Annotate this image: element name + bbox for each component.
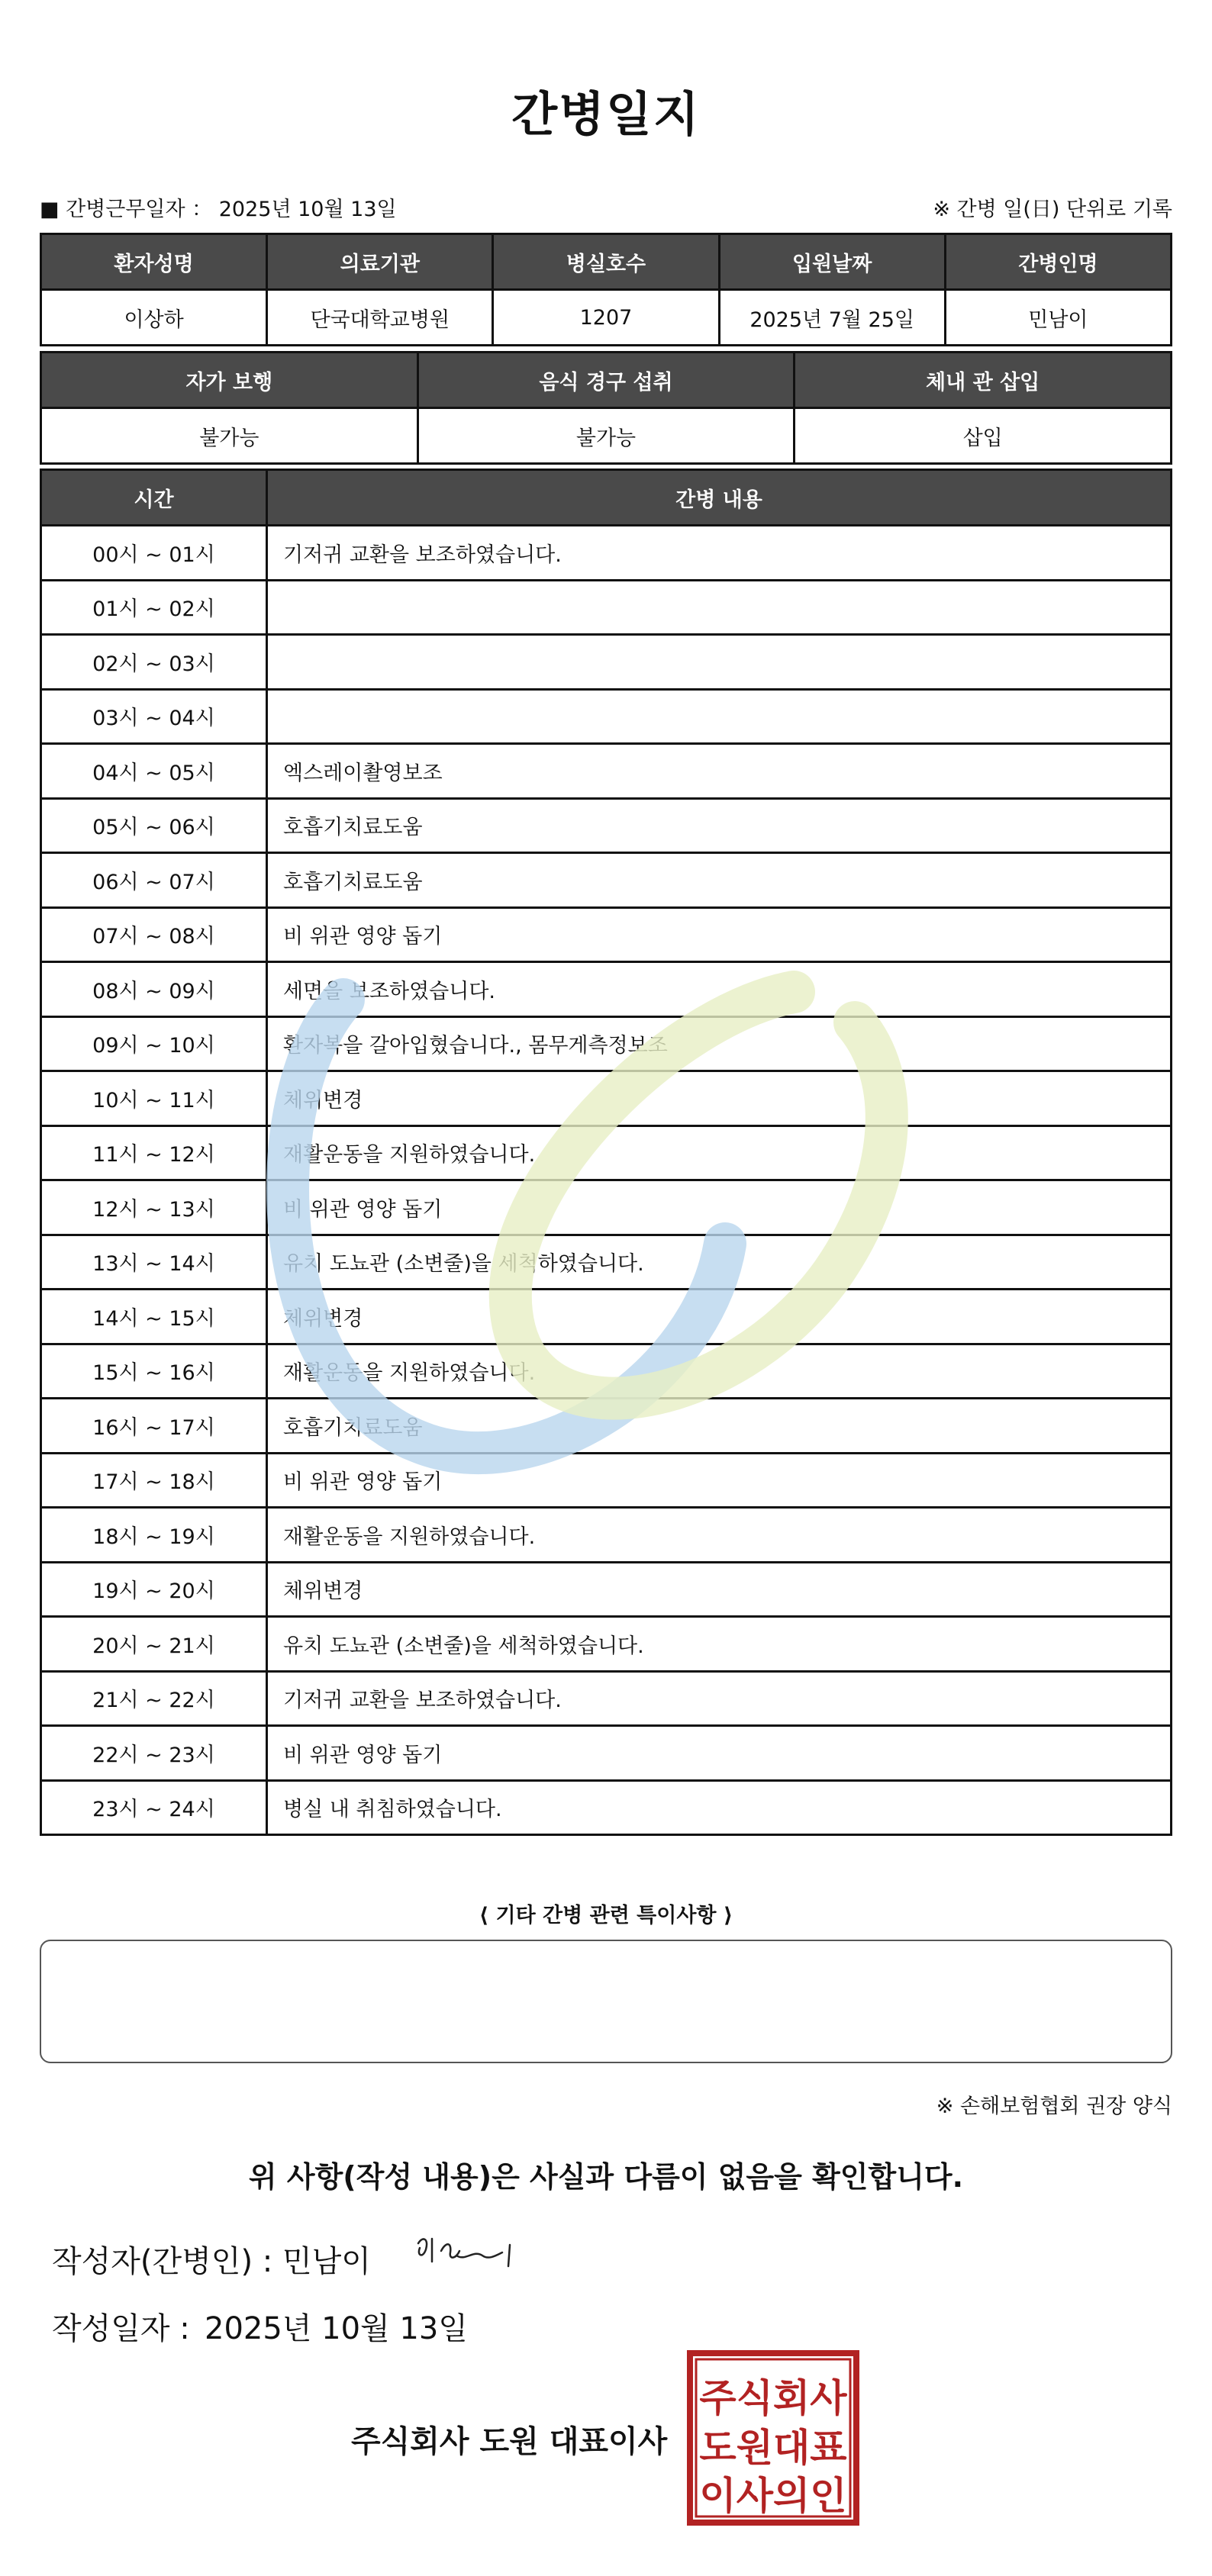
svg-text:도원대표: 도원대표 [699, 2426, 847, 2470]
care-content-cell: 체위변경 [267, 1562, 1172, 1617]
table-row [41, 1235, 1172, 1290]
table-row [41, 962, 1172, 1017]
header-cell: 환자성명 [41, 234, 267, 290]
time-cell: 09시 ~ 10시 [41, 1016, 267, 1071]
table-header-row [41, 353, 1172, 408]
care-content-cell: 재활운동을 지원하였습니다. [267, 1508, 1172, 1563]
care-content-cell: 유치 도뇨관 (소변줄)을 세척하였습니다. [267, 1617, 1172, 1672]
time-cell: 18시 ~ 19시 [41, 1508, 267, 1563]
care-content-cell: 병실 내 취침하였습니다. [267, 1780, 1172, 1835]
care-content-cell: 호흡기치료도움 [267, 853, 1172, 908]
table-row [41, 798, 1172, 853]
table-header-row [41, 470, 1172, 526]
table-row [41, 1016, 1172, 1071]
care-content-cell [267, 580, 1172, 635]
care-log-table [40, 469, 1172, 1836]
care-content-cell: 엑스레이촬영보조 [267, 744, 1172, 799]
time-cell: 14시 ~ 15시 [41, 1290, 267, 1344]
care-content-cell: 비 위관 영양 돕기 [267, 1180, 1172, 1235]
written-date-value: 2025년 10월 13일 [205, 2311, 468, 2346]
oral-intake-status: 불가능 [417, 408, 795, 464]
table-row [41, 1180, 1172, 1235]
patient-status-table [40, 351, 1172, 465]
time-cell: 12시 ~ 13시 [41, 1180, 267, 1235]
page-title: 간병일지 [511, 86, 701, 142]
room-number: 1207 [493, 290, 719, 346]
header-cell: 간병인명 [945, 234, 1171, 290]
header-cell: 의료기관 [267, 234, 493, 290]
patient-name: 이상하 [41, 290, 267, 346]
care-content-cell: 재활운동을 지원하였습니다. [267, 1344, 1172, 1399]
header-cell: 입원날짜 [719, 234, 945, 290]
written-date-label: 작성일자 : [52, 2311, 190, 2346]
hospital: 단국대학교병원 [267, 290, 493, 346]
caregiver-name: 민남이 [945, 290, 1171, 346]
table-row [41, 1671, 1172, 1726]
care-content-cell: 세면을 보조하였습니다. [267, 962, 1172, 1017]
table-row [41, 1780, 1172, 1835]
care-content-cell: 비 위관 영양 돕기 [267, 907, 1172, 962]
care-content-cell: 호흡기치료도움 [267, 798, 1172, 853]
table-row [41, 526, 1172, 581]
table-row [41, 853, 1172, 908]
time-cell: 23시 ~ 24시 [41, 1780, 267, 1835]
time-cell: 08시 ~ 09시 [41, 962, 267, 1017]
care-content-cell: 재활운동을 지원하였습니다. [267, 1125, 1172, 1180]
table-row [41, 1508, 1172, 1563]
work-date: ■ 간병근무일자 ： 2025년 10월 13일 [40, 198, 397, 221]
table-row [41, 290, 1172, 346]
header-cell: 간병 내용 [267, 470, 1172, 526]
daily-record-note: ※ 간병 일(日) 단위로 기록 [933, 198, 1172, 221]
header-cell: 자가 보행 [41, 353, 418, 408]
header-cell: 시간 [41, 470, 267, 526]
time-cell: 03시 ~ 04시 [41, 689, 267, 744]
header-cell: 음식 경구 섭취 [417, 353, 795, 408]
care-content-cell: 비 위관 영양 돕기 [267, 1453, 1172, 1508]
header-cell: 체내 관 삽입 [795, 353, 1172, 408]
time-cell: 20시 ~ 21시 [41, 1617, 267, 1672]
table-row [41, 1453, 1172, 1508]
care-content-cell: 체위변경 [267, 1071, 1172, 1126]
table-row [41, 1344, 1172, 1399]
time-cell: 11시 ~ 12시 [41, 1125, 267, 1180]
table-row [41, 1726, 1172, 1781]
care-content-cell: 기저귀 교환을 보조하였습니다. [267, 1671, 1172, 1726]
care-content-cell: 유치 도뇨관 (소변줄)을 세척하였습니다. [267, 1235, 1172, 1290]
table-row [41, 1562, 1172, 1617]
care-content-cell: 기저귀 교환을 보조하였습니다. [267, 526, 1172, 581]
time-cell: 15시 ~ 16시 [41, 1344, 267, 1399]
table-row [41, 689, 1172, 744]
care-content-cell: 비 위관 영양 돕기 [267, 1726, 1172, 1781]
tube-insertion-status: 삽입 [795, 408, 1172, 464]
care-content-cell: 환자복을 갈아입혔습니다., 몸무게측정보조 [267, 1016, 1172, 1071]
care-content-cell: 체위변경 [267, 1290, 1172, 1344]
signature [412, 2228, 519, 2274]
table-row [41, 635, 1172, 690]
patient-info-table [40, 233, 1172, 346]
svg-text:이사의인: 이사의인 [699, 2474, 847, 2518]
time-cell: 02시 ~ 03시 [41, 635, 267, 690]
time-cell: 21시 ~ 22시 [41, 1671, 267, 1726]
svg-text:주식회사: 주식회사 [699, 2376, 847, 2420]
care-content-cell [267, 635, 1172, 690]
company-seal [687, 2350, 859, 2526]
header-cell: 병실호수 [493, 234, 719, 290]
table-row [41, 744, 1172, 799]
time-cell: 13시 ~ 14시 [41, 1235, 267, 1290]
time-cell: 04시 ~ 05시 [41, 744, 267, 799]
time-cell: 22시 ~ 23시 [41, 1726, 267, 1781]
walking-status: 불가능 [41, 408, 418, 464]
table-row [41, 408, 1172, 464]
table-row [41, 580, 1172, 635]
care-content-cell: 호흡기치료도움 [267, 1399, 1172, 1454]
company-representative: 주식회사 도원 대표이사 [351, 2424, 668, 2459]
special-notes-box [40, 1940, 1172, 2063]
admission-date: 2025년 7월 25일 [719, 290, 945, 346]
table-row [41, 1399, 1172, 1454]
table-row [41, 1617, 1172, 1672]
time-cell: 01시 ~ 02시 [41, 580, 267, 635]
time-cell: 07시 ~ 08시 [41, 907, 267, 962]
form-source-note: ※ 손해보험협회 권장 양식 [936, 2095, 1172, 2118]
time-cell: 16시 ~ 17시 [41, 1399, 267, 1454]
care-content-cell [267, 689, 1172, 744]
time-cell: 10시 ~ 11시 [41, 1071, 267, 1126]
confirmation-statement: 위 사항(작성 내용)은 사실과 다름이 없음을 확인합니다. [248, 2160, 964, 2194]
notes-title: ⟨ 기타 간병 관련 특이사항 ⟩ [479, 1904, 733, 1927]
table-row [41, 1290, 1172, 1344]
time-cell: 17시 ~ 18시 [41, 1453, 267, 1508]
time-cell: 05시 ~ 06시 [41, 798, 267, 853]
time-cell: 19시 ~ 20시 [41, 1562, 267, 1617]
writer-label: 작성자(간병인) : [52, 2244, 273, 2279]
table-row [41, 907, 1172, 962]
time-cell: 00시 ~ 01시 [41, 526, 267, 581]
writer-name: 민남이 [282, 2244, 371, 2279]
table-row [41, 1125, 1172, 1180]
table-header-row [41, 234, 1172, 290]
table-row [41, 1071, 1172, 1126]
time-cell: 06시 ~ 07시 [41, 853, 267, 908]
